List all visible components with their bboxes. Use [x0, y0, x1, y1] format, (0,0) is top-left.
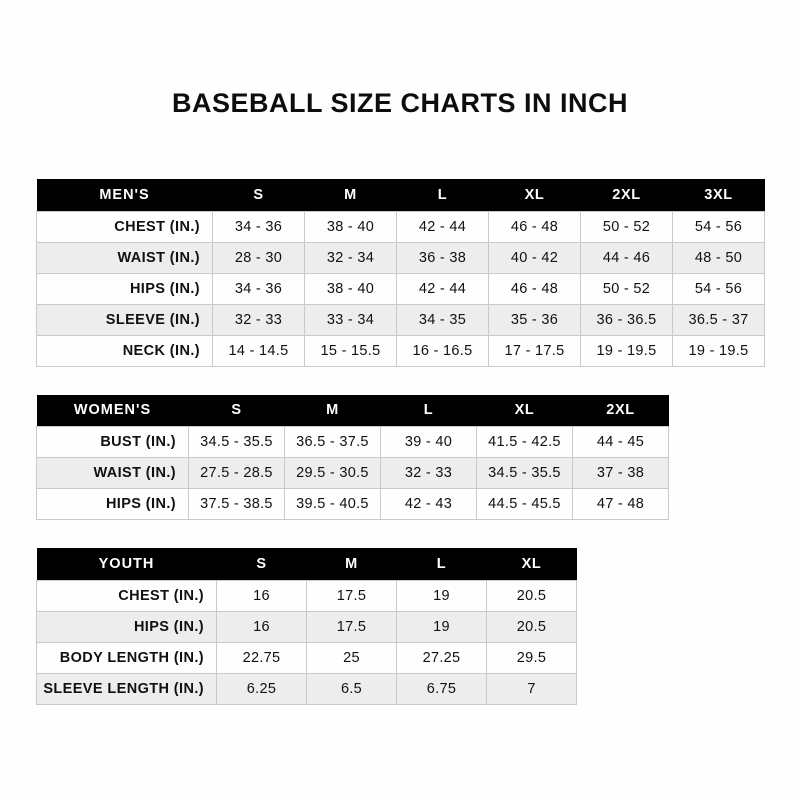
row-header: HIPS (IN.): [37, 611, 217, 642]
column-header: XL: [489, 179, 581, 211]
column-header: S: [213, 179, 305, 211]
column-header: YOUTH: [37, 548, 217, 580]
table-cell: 34 - 35: [397, 304, 489, 335]
column-header: L: [397, 179, 489, 211]
table-cell: 37.5 - 38.5: [189, 489, 285, 520]
table-cell: 54 - 56: [673, 211, 765, 242]
table-cell: 50 - 52: [581, 273, 673, 304]
table-cell: 47 - 48: [573, 489, 669, 520]
table-cell: 32 - 33: [213, 304, 305, 335]
table-cell: 25: [307, 642, 397, 673]
table-cell: 19 - 19.5: [673, 335, 765, 366]
table-cell: 36.5 - 37: [673, 304, 765, 335]
table-cell: 16 - 16.5: [397, 335, 489, 366]
table-header-row: [37, 395, 669, 427]
table-cell: 36 - 38: [397, 242, 489, 273]
column-header: 3XL: [673, 179, 765, 211]
table-header-row: [37, 179, 765, 211]
table-row: [37, 273, 765, 304]
table-cell: 22.75: [217, 642, 307, 673]
column-header: L: [381, 395, 477, 427]
table-cell: 39 - 40: [381, 427, 477, 458]
table-row: [37, 304, 765, 335]
table-cell: 6.5: [307, 673, 397, 704]
table-cell: 7: [487, 673, 577, 704]
table-header-row: [37, 548, 577, 580]
row-header: NECK (IN.): [37, 335, 213, 366]
table-cell: 34.5 - 35.5: [189, 427, 285, 458]
page-title: BASEBALL SIZE CHARTS IN INCH: [171, 88, 629, 118]
column-header: 2XL: [581, 179, 673, 211]
table-cell: 46 - 48: [489, 211, 581, 242]
column-header: XL: [487, 548, 577, 580]
table-cell: 17 - 17.5: [489, 335, 581, 366]
table-cell: 19 - 19.5: [581, 335, 673, 366]
column-header: S: [217, 548, 307, 580]
table-cell: 33 - 34: [305, 304, 397, 335]
table-cell: 29.5 - 30.5: [285, 458, 381, 489]
table-cell: 46 - 48: [489, 273, 581, 304]
table-cell: 34 - 36: [213, 273, 305, 304]
table-cell: 16: [217, 611, 307, 642]
table-row: [37, 335, 765, 366]
row-header: BUST (IN.): [37, 427, 189, 458]
table-cell: 27.5 - 28.5: [189, 458, 285, 489]
row-header: WAIST (IN.): [37, 242, 213, 273]
table-cell: 34 - 36: [213, 211, 305, 242]
column-header: M: [307, 548, 397, 580]
table-cell: 27.25: [397, 642, 487, 673]
table-cell: 44.5 - 45.5: [477, 489, 573, 520]
table-cell: 20.5: [487, 611, 577, 642]
table-cell: 34.5 - 35.5: [477, 458, 573, 489]
size-tables-container: [0, 179, 800, 705]
table-cell: 20.5: [487, 580, 577, 611]
column-header: M: [285, 395, 381, 427]
table-cell: 35 - 36: [489, 304, 581, 335]
table-row: [37, 242, 765, 273]
column-header: M: [305, 179, 397, 211]
table-cell: 15 - 15.5: [305, 335, 397, 366]
table-cell: 44 - 46: [581, 242, 673, 273]
table-cell: 16: [217, 580, 307, 611]
column-header: 2XL: [573, 395, 669, 427]
table-cell: 37 - 38: [573, 458, 669, 489]
mens-size-table: [36, 179, 765, 367]
table-cell: 32 - 34: [305, 242, 397, 273]
table-cell: 14 - 14.5: [213, 335, 305, 366]
table-cell: 42 - 44: [397, 273, 489, 304]
table-cell: 28 - 30: [213, 242, 305, 273]
table-cell: 48 - 50: [673, 242, 765, 273]
table-cell: 32 - 33: [381, 458, 477, 489]
table-row: [37, 611, 577, 642]
table-cell: 17.5: [307, 611, 397, 642]
table-row: [37, 211, 765, 242]
table-cell: 38 - 40: [305, 211, 397, 242]
row-header: BODY LENGTH (IN.): [37, 642, 217, 673]
table-cell: 54 - 56: [673, 273, 765, 304]
table-cell: 40 - 42: [489, 242, 581, 273]
row-header: CHEST (IN.): [37, 211, 213, 242]
table-row: [37, 489, 669, 520]
table-cell: 38 - 40: [305, 273, 397, 304]
row-header: SLEEVE LENGTH (IN.): [37, 673, 217, 704]
table-cell: 19: [397, 580, 487, 611]
table-cell: 42 - 44: [397, 211, 489, 242]
table-cell: 17.5: [307, 580, 397, 611]
table-row: [37, 642, 577, 673]
table-row: [37, 458, 669, 489]
column-header: MEN'S: [37, 179, 213, 211]
table-cell: 44 - 45: [573, 427, 669, 458]
table-cell: 29.5: [487, 642, 577, 673]
row-header: WAIST (IN.): [37, 458, 189, 489]
table-cell: 36 - 36.5: [581, 304, 673, 335]
column-header: WOMEN'S: [37, 395, 189, 427]
table-row: [37, 580, 577, 611]
table-cell: 19: [397, 611, 487, 642]
table-cell: 41.5 - 42.5: [477, 427, 573, 458]
column-header: S: [189, 395, 285, 427]
column-header: XL: [477, 395, 573, 427]
table-row: [37, 427, 669, 458]
table-cell: 6.75: [397, 673, 487, 704]
table-cell: 36.5 - 37.5: [285, 427, 381, 458]
table-cell: 39.5 - 40.5: [285, 489, 381, 520]
youth-size-table: [36, 548, 577, 705]
table-cell: 6.25: [217, 673, 307, 704]
table-cell: 42 - 43: [381, 489, 477, 520]
womens-size-table: [36, 395, 669, 521]
row-header: SLEEVE (IN.): [37, 304, 213, 335]
row-header: HIPS (IN.): [37, 273, 213, 304]
row-header: CHEST (IN.): [37, 580, 217, 611]
table-row: [37, 673, 577, 704]
row-header: HIPS (IN.): [37, 489, 189, 520]
table-cell: 50 - 52: [581, 211, 673, 242]
column-header: L: [397, 548, 487, 580]
